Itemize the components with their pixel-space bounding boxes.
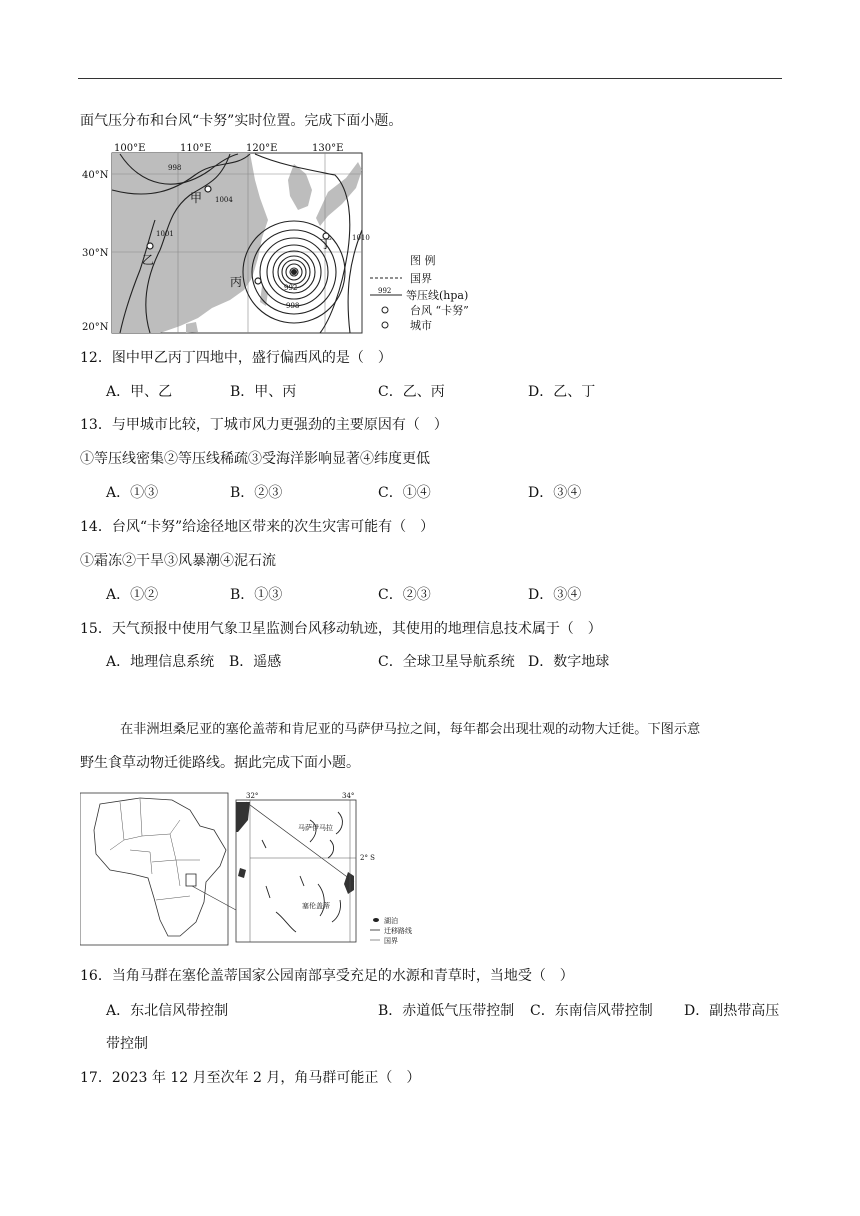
q14-option[interactable]: D．③④: [528, 587, 582, 603]
q13-option[interactable]: D．③④: [528, 485, 582, 501]
isobar-label: 998: [286, 302, 300, 310]
lon-label: 130°E: [312, 143, 344, 154]
q13-sub: ①等压线密集②等压线稀疏③受海洋影响显著④纬度更低: [80, 451, 430, 467]
serengeti-label: 塞伦盖蒂: [302, 902, 330, 910]
isobar-label: 1010: [352, 234, 370, 242]
hainan-land: [186, 322, 198, 333]
q14-sub: ①霜冻②干旱③风暴潮④泥石流: [80, 553, 276, 569]
q12-option[interactable]: C．乙、丙: [378, 384, 445, 400]
masai-mara-label: 马萨伊马拉: [298, 824, 333, 832]
typhoon-symbol: [291, 269, 297, 275]
q12-option[interactable]: D．乙、丁: [528, 384, 596, 400]
q14-option[interactable]: B．①③: [230, 587, 283, 603]
lat-label: 40°N: [82, 170, 109, 181]
lon-label: 120°E: [246, 143, 278, 154]
legend-border: 国界: [410, 272, 432, 285]
city-label-bing: 丙: [230, 275, 243, 289]
legend-typhoon: 台风 “卡努”: [410, 304, 469, 317]
q15-option[interactable]: D．数字地球: [528, 654, 610, 670]
migration-map: [80, 790, 420, 950]
header-rule: [78, 78, 782, 79]
q15-stem: 15．天气预报中使用气象卫星监测台风移动轨迹，其使用的地理信息技术属于（ ）: [80, 621, 602, 637]
city-yi: [147, 243, 153, 249]
q16-option[interactable]: D．副热带高压: [684, 1003, 780, 1019]
q12-option[interactable]: B．甲、丙: [230, 384, 297, 400]
q13-option[interactable]: A．①③: [106, 485, 159, 501]
lat-label: 20°N: [82, 322, 109, 333]
legend-lake: 湖泊: [384, 917, 398, 925]
q15-option[interactable]: B．遥感: [229, 654, 282, 670]
q14-option[interactable]: C．②③: [378, 587, 431, 603]
q13-option[interactable]: C．①④: [378, 485, 431, 501]
q14-stem: 14．台风“卡努”给途径地区带来的次生灾害可能有（ ）: [80, 519, 435, 535]
city-jia: [205, 186, 211, 192]
isobar-label: 1004: [215, 196, 233, 204]
legend-city-icon: [382, 322, 388, 328]
q15-option[interactable]: A．地理信息系统: [106, 654, 215, 670]
lon-label: 110°E: [180, 143, 212, 154]
q17-stem: 17．2023 年 12 月至次年 2 月，角马群可能正（ ）: [80, 1070, 421, 1086]
q16-option[interactable]: C．东南信风带控制: [530, 1003, 653, 1019]
q15-option[interactable]: C．全球卫星导航系统: [378, 654, 515, 670]
legend-title: 图 例: [410, 254, 436, 267]
isobar-label: 998: [168, 164, 182, 172]
legend-isobar: 等压线(hpa): [406, 289, 469, 302]
lon-label: 32°: [246, 792, 259, 800]
legend-typhoon-icon: [382, 307, 388, 313]
q13-stem: 13．与甲城市比较，丁城市风力更强劲的主要原因有（ ）: [80, 417, 448, 433]
city-label-jia: 甲: [190, 191, 203, 205]
lon-label: 34°: [342, 792, 355, 800]
q12-stem: 12．图中甲乙丙丁四地中，盛行偏西风的是（ ）: [80, 350, 392, 366]
city-label-yi: 乙: [142, 253, 155, 267]
legend-border: 国界: [384, 937, 398, 945]
q16-option-cont: 带控制: [106, 1036, 148, 1052]
q16-option[interactable]: A．东北信风带控制: [106, 1003, 229, 1019]
q14-option[interactable]: A．①②: [106, 587, 159, 603]
q12-option[interactable]: A．甲、乙: [106, 384, 173, 400]
q16-stem: 16．当角马群在塞伦盖蒂国家公园南部享受充足的水源和青草时，当地受（ ）: [80, 968, 574, 984]
legend-city: 城市: [410, 319, 432, 332]
passage-line-2: 野生食草动物迁徙路线。据此完成下面小题。: [80, 755, 360, 771]
isobar-label: 992: [284, 284, 298, 292]
pressure-map: [80, 140, 500, 340]
q16-option[interactable]: B．赤道低气压带控制: [378, 1003, 515, 1019]
passage-line-1: 在非洲坦桑尼亚的塞伦盖蒂和肯尼亚的马萨伊马拉之间，每年都会出现壮观的动物大迁徙。下图示意: [120, 722, 701, 737]
city-label-ding: 丁: [320, 237, 333, 251]
intro-text: 面气压分布和台风“卡努”实时位置。完成下面小题。: [80, 113, 403, 129]
lon-label: 100°E: [114, 143, 146, 154]
lat-label: 2° S: [360, 854, 375, 862]
legend-isobar-sample: 992: [378, 287, 392, 295]
q13-option[interactable]: B．②③: [230, 485, 283, 501]
city-bing: [255, 278, 261, 284]
legend-route: 迁移路线: [384, 927, 412, 935]
lat-label: 30°N: [82, 248, 109, 259]
legend-lake-icon: [373, 918, 379, 922]
isobar-label: 1001: [156, 230, 174, 238]
